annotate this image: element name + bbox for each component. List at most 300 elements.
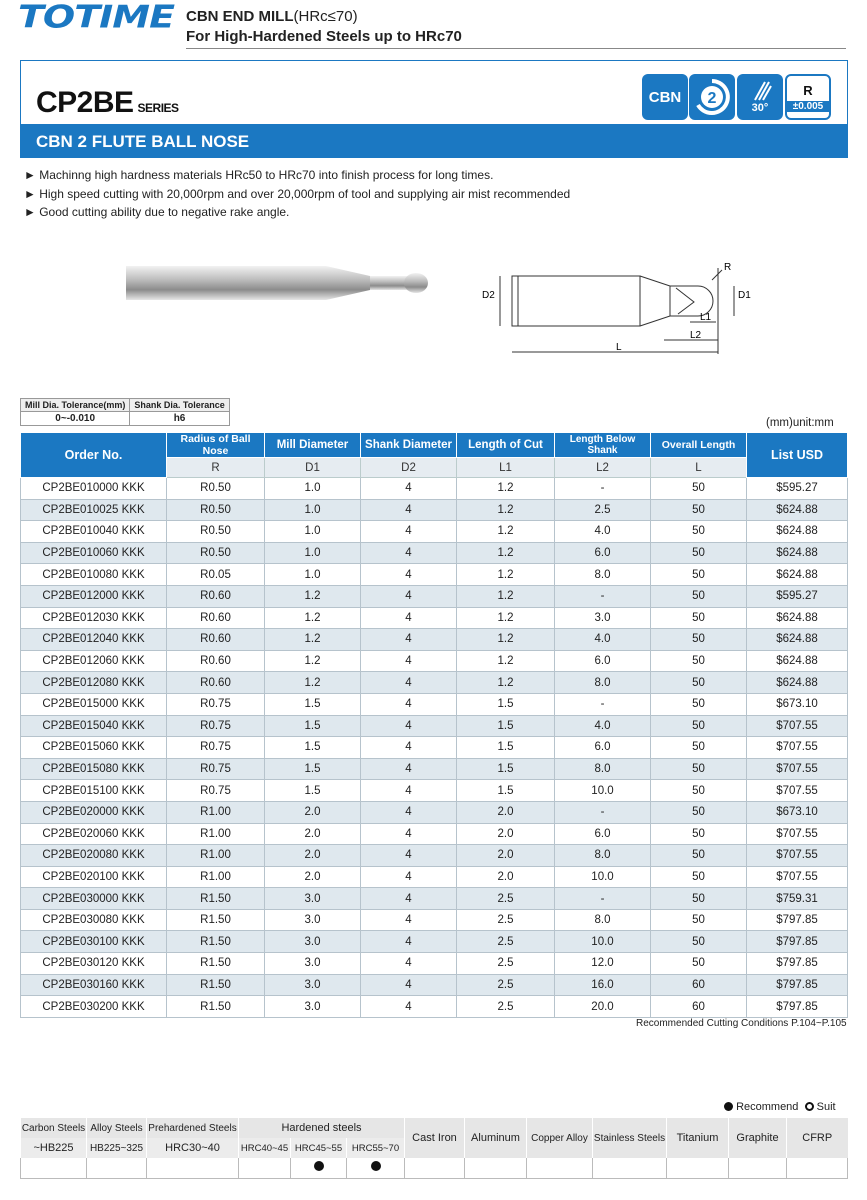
- radius-tolerance-icon: [785, 74, 831, 120]
- cell-radius: R0.50: [167, 478, 265, 500]
- radius-label: R: [803, 82, 813, 98]
- cell-overall-length: 50: [651, 521, 747, 543]
- cell-length-below-shank: 4.0: [555, 521, 651, 543]
- cell-overall-length: 50: [651, 758, 747, 780]
- mat-prehard-range: HRC30~40: [147, 1138, 239, 1158]
- cell-overall-length: 50: [651, 629, 747, 651]
- cell-length-of-cut: 1.2: [457, 564, 555, 586]
- cell-radius: R1.00: [167, 801, 265, 823]
- col-shank-diameter: Shank Diameter: [361, 433, 457, 458]
- radius-tolerance: ±0.005: [787, 101, 829, 112]
- cell-shank-diameter: 4: [361, 650, 457, 672]
- cell-overall-length: 50: [651, 953, 747, 975]
- cell-list-usd: $707.55: [747, 758, 848, 780]
- cell-radius: R1.50: [167, 909, 265, 931]
- cell-list-usd: $797.85: [747, 931, 848, 953]
- cell-length-below-shank: 8.0: [555, 909, 651, 931]
- cell-radius: R1.50: [167, 953, 265, 975]
- mat-copper: Copper Alloy: [527, 1118, 593, 1158]
- cell-list-usd: $595.27: [747, 585, 848, 607]
- cell-radius: R0.50: [167, 521, 265, 543]
- mat-stainless: Stainless Steels: [593, 1118, 667, 1158]
- cell-shank-diameter: 4: [361, 845, 457, 867]
- cell-order-no: CP2BE015040 KKK: [21, 715, 167, 737]
- table-row: [21, 607, 848, 629]
- cell-mill-diameter: 3.0: [265, 888, 361, 910]
- col-order-no: Order No.: [21, 433, 167, 478]
- cell-order-no: CP2BE010000 KKK: [21, 478, 167, 500]
- cell-shank-diameter: 4: [361, 564, 457, 586]
- cell-length-of-cut: 2.5: [457, 974, 555, 996]
- cell-mill-diameter: 2.0: [265, 801, 361, 823]
- cell-mill-diameter: 1.2: [265, 650, 361, 672]
- end-mill-photo: [120, 258, 440, 308]
- label-l2: L2: [690, 330, 702, 341]
- cell-order-no: CP2BE010060 KKK: [21, 542, 167, 564]
- cell-mill-diameter: 3.0: [265, 909, 361, 931]
- cell-order-no: CP2BE030160 KKK: [21, 974, 167, 996]
- cell-order-no: CP2BE020080 KKK: [21, 845, 167, 867]
- tol-header-shank: Shank Dia. Tolerance: [130, 399, 229, 412]
- table-row: [21, 823, 848, 845]
- col-mill-diameter: Mill Diameter: [265, 433, 361, 458]
- cell-shank-diameter: 4: [361, 585, 457, 607]
- cell-mill-diameter: 1.0: [265, 499, 361, 521]
- mat-prehard: Prehardened Steels: [147, 1118, 239, 1138]
- series-subtitle: CBN 2 FLUTE BALL NOSE: [36, 132, 250, 151]
- cell-overall-length: 60: [651, 996, 747, 1018]
- cell-length-of-cut: 1.2: [457, 478, 555, 500]
- cell-overall-length: 50: [651, 585, 747, 607]
- cell-mill-diameter: 3.0: [265, 974, 361, 996]
- label-r: R: [724, 262, 732, 273]
- mat-cast: Cast Iron: [405, 1118, 465, 1158]
- cell-radius: R0.75: [167, 693, 265, 715]
- feature-list: [24, 166, 570, 222]
- table-row: [21, 780, 848, 802]
- legend-suit: Suit: [816, 1101, 836, 1113]
- cell-order-no: CP2BE012040 KKK: [21, 629, 167, 651]
- recommended-note: Recommended Cutting Conditions P.104~P.105: [636, 1018, 847, 1029]
- cell-length-of-cut: 1.2: [457, 521, 555, 543]
- mat-graphite: Graphite: [729, 1118, 787, 1158]
- cell-list-usd: $624.88: [747, 650, 848, 672]
- tol-shank-value: h6: [130, 412, 229, 426]
- cell-length-below-shank: -: [555, 478, 651, 500]
- sub-l1: L1: [457, 458, 555, 478]
- table-row: [21, 693, 848, 715]
- cell-list-usd: $707.55: [747, 823, 848, 845]
- unit-label: (mm)unit:mm: [766, 417, 834, 429]
- cell-shank-diameter: 4: [361, 823, 457, 845]
- cell-mill-diameter: 1.5: [265, 780, 361, 802]
- cell-list-usd: $624.88: [747, 672, 848, 694]
- header-hrc: (HRc≤70): [293, 8, 358, 25]
- cell-list-usd: $797.85: [747, 953, 848, 975]
- cell-length-below-shank: 8.0: [555, 672, 651, 694]
- cell-shank-diameter: 4: [361, 931, 457, 953]
- cell-length-of-cut: 2.5: [457, 931, 555, 953]
- cell-radius: R0.60: [167, 607, 265, 629]
- materials-table: [20, 1118, 848, 1179]
- cell-length-of-cut: 2.0: [457, 845, 555, 867]
- cell-length-below-shank: -: [555, 888, 651, 910]
- cell-mill-diameter: 1.2: [265, 585, 361, 607]
- cell-shank-diameter: 4: [361, 607, 457, 629]
- table-row: [21, 737, 848, 759]
- cell-length-of-cut: 2.0: [457, 801, 555, 823]
- mat-alloy: Alloy Steels: [87, 1118, 147, 1138]
- cbn-icon: [642, 74, 688, 120]
- cell-radius: R1.50: [167, 931, 265, 953]
- table-row: [21, 845, 848, 867]
- series-name: CP2BE: [36, 86, 134, 119]
- cell-shank-diameter: 4: [361, 888, 457, 910]
- cell-radius: R1.00: [167, 866, 265, 888]
- sub-d1: D1: [265, 458, 361, 478]
- cell-mill-diameter: 3.0: [265, 953, 361, 975]
- sub-l2: L2: [555, 458, 651, 478]
- cell-length-of-cut: 1.5: [457, 780, 555, 802]
- cell-shank-diameter: 4: [361, 866, 457, 888]
- cell-overall-length: 50: [651, 672, 747, 694]
- cell-overall-length: 50: [651, 499, 747, 521]
- table-row: [21, 974, 848, 996]
- cell-shank-diameter: 4: [361, 693, 457, 715]
- cell-radius: R0.60: [167, 650, 265, 672]
- cell-mill-diameter: 2.0: [265, 845, 361, 867]
- cell-list-usd: $624.88: [747, 607, 848, 629]
- mat-h1-range: HRC40~45: [239, 1138, 291, 1158]
- cell-list-usd: $797.85: [747, 996, 848, 1018]
- cell-list-usd: $707.55: [747, 866, 848, 888]
- cell-radius: R0.50: [167, 499, 265, 521]
- cell-length-below-shank: 6.0: [555, 542, 651, 564]
- table-row: [21, 542, 848, 564]
- cell-order-no: CP2BE010025 KKK: [21, 499, 167, 521]
- col-list-usd: List USD: [747, 433, 848, 478]
- cell-length-below-shank: 20.0: [555, 996, 651, 1018]
- table-row: [21, 758, 848, 780]
- mat-cfrp: CFRP: [787, 1118, 848, 1158]
- cell-radius: R1.00: [167, 823, 265, 845]
- cell-overall-length: 50: [651, 650, 747, 672]
- suit-circle-icon: [805, 1102, 814, 1111]
- cell-order-no: CP2BE020000 KKK: [21, 801, 167, 823]
- cell-shank-diameter: 4: [361, 758, 457, 780]
- cell-mill-diameter: 2.0: [265, 866, 361, 888]
- table-row: [21, 801, 848, 823]
- feature-item: ► Good cutting ability due to negative rake angle.: [24, 205, 290, 219]
- cell-length-below-shank: 6.0: [555, 823, 651, 845]
- cell-shank-diameter: 4: [361, 629, 457, 651]
- cell-overall-length: 50: [651, 564, 747, 586]
- label-l: L: [616, 342, 622, 353]
- helix-angle-icon: [737, 74, 783, 120]
- cell-radius: R0.60: [167, 585, 265, 607]
- cell-shank-diameter: 4: [361, 737, 457, 759]
- cell-radius: R0.60: [167, 629, 265, 651]
- cell-order-no: CP2BE020100 KKK: [21, 866, 167, 888]
- cell-list-usd: $624.88: [747, 542, 848, 564]
- cell-length-of-cut: 2.5: [457, 888, 555, 910]
- cell-length-below-shank: -: [555, 801, 651, 823]
- dimension-diagram: [480, 258, 760, 358]
- mat-h2-range: HRC45~55: [291, 1138, 347, 1158]
- cell-list-usd: $624.88: [747, 629, 848, 651]
- cell-length-below-shank: -: [555, 585, 651, 607]
- sub-l: L: [651, 458, 747, 478]
- cell-length-below-shank: 6.0: [555, 650, 651, 672]
- cell-mill-diameter: 1.5: [265, 737, 361, 759]
- cell-length-of-cut: 1.2: [457, 672, 555, 694]
- tolerance-table: [20, 398, 230, 426]
- flute-icon-graphic: [692, 77, 732, 117]
- cell-shank-diameter: 4: [361, 996, 457, 1018]
- cell-shank-diameter: 4: [361, 909, 457, 931]
- brand-logo: TOTIME: [18, 0, 175, 35]
- cell-length-below-shank: 4.0: [555, 715, 651, 737]
- cell-order-no: CP2BE030000 KKK: [21, 888, 167, 910]
- cell-list-usd: $707.55: [747, 737, 848, 759]
- cell-length-of-cut: 1.5: [457, 715, 555, 737]
- cell-order-no: CP2BE015080 KKK: [21, 758, 167, 780]
- feature-item: ► High speed cutting with 20,000rpm and over 20,000rpm of tool and supplying air mist recommended: [24, 186, 571, 201]
- cell-shank-diameter: 4: [361, 715, 457, 737]
- cell-list-usd: $707.55: [747, 780, 848, 802]
- series-title: [36, 86, 179, 120]
- cell-radius: R0.75: [167, 737, 265, 759]
- cell-shank-diameter: 4: [361, 672, 457, 694]
- cell-list-usd: $707.55: [747, 715, 848, 737]
- cell-radius: R1.50: [167, 974, 265, 996]
- cell-order-no: CP2BE015000 KKK: [21, 693, 167, 715]
- legend-recommend: Recommend: [736, 1101, 799, 1113]
- cell-list-usd: $707.55: [747, 845, 848, 867]
- cell-mill-diameter: 1.2: [265, 672, 361, 694]
- cell-order-no: CP2BE012060 KKK: [21, 650, 167, 672]
- series-suffix: SERIES: [137, 101, 179, 115]
- cell-length-below-shank: 4.0: [555, 629, 651, 651]
- cell-shank-diameter: 4: [361, 801, 457, 823]
- suitability-row: [21, 1158, 848, 1178]
- cell-radius: R0.50: [167, 542, 265, 564]
- sub-d2: D2: [361, 458, 457, 478]
- cell-mill-diameter: 1.2: [265, 607, 361, 629]
- cell-overall-length: 50: [651, 845, 747, 867]
- recommend-dot-icon: [724, 1102, 733, 1111]
- mat-alu: Aluminum: [465, 1118, 527, 1158]
- cbn-icon-label: CBN: [648, 88, 682, 106]
- product-table: [20, 432, 848, 1018]
- cell-length-of-cut: 2.0: [457, 866, 555, 888]
- cell-mill-diameter: 1.0: [265, 542, 361, 564]
- label-l1: L1: [700, 312, 712, 323]
- cell-mill-diameter: 3.0: [265, 996, 361, 1018]
- cell-order-no: CP2BE010040 KKK: [21, 521, 167, 543]
- cell-mill-diameter: 1.2: [265, 629, 361, 651]
- header-line1: [186, 8, 358, 25]
- cell-length-of-cut: 1.2: [457, 650, 555, 672]
- cell-radius: R0.75: [167, 715, 265, 737]
- table-row: [21, 478, 848, 500]
- cell-length-below-shank: -: [555, 693, 651, 715]
- cell-list-usd: $759.31: [747, 888, 848, 910]
- table-row: [21, 564, 848, 586]
- cell-length-below-shank: 10.0: [555, 931, 651, 953]
- cell-length-of-cut: 2.5: [457, 953, 555, 975]
- col-length-of-cut: Length of Cut: [457, 433, 555, 458]
- label-d1: D1: [738, 290, 751, 301]
- cell-length-below-shank: 10.0: [555, 780, 651, 802]
- cell-length-below-shank: 8.0: [555, 758, 651, 780]
- cell-overall-length: 50: [651, 888, 747, 910]
- table-row: [21, 650, 848, 672]
- cell-length-of-cut: 1.5: [457, 758, 555, 780]
- cell-overall-length: 50: [651, 823, 747, 845]
- cell-shank-diameter: 4: [361, 478, 457, 500]
- cell-length-below-shank: 16.0: [555, 974, 651, 996]
- tol-header-mill: Mill Dia. Tolerance(mm): [21, 399, 130, 412]
- cell-list-usd: $797.85: [747, 974, 848, 996]
- cell-list-usd: $797.85: [747, 909, 848, 931]
- cell-length-below-shank: 12.0: [555, 953, 651, 975]
- recommend-dot-icon: [371, 1161, 381, 1171]
- table-row: [21, 866, 848, 888]
- cell-length-of-cut: 1.5: [457, 737, 555, 759]
- mat-titanium: Titanium: [667, 1118, 729, 1158]
- cell-mill-diameter: 1.0: [265, 478, 361, 500]
- cell-overall-length: 50: [651, 607, 747, 629]
- mat-h3-range: HRC55~70: [347, 1138, 405, 1158]
- cell-list-usd: $595.27: [747, 478, 848, 500]
- tol-mill-value: 0~-0.010: [21, 412, 130, 426]
- table-row: [21, 953, 848, 975]
- cell-order-no: CP2BE012030 KKK: [21, 607, 167, 629]
- cell-length-of-cut: 1.2: [457, 542, 555, 564]
- cell-mill-diameter: 1.5: [265, 715, 361, 737]
- cell-overall-length: 50: [651, 478, 747, 500]
- cell-length-below-shank: 8.0: [555, 845, 651, 867]
- cell-radius: R0.60: [167, 672, 265, 694]
- cell-order-no: CP2BE020060 KKK: [21, 823, 167, 845]
- cell-mill-diameter: 2.0: [265, 823, 361, 845]
- cell-list-usd: $624.88: [747, 564, 848, 586]
- cell-order-no: CP2BE030200 KKK: [21, 996, 167, 1018]
- cell-overall-length: 50: [651, 737, 747, 759]
- cell-order-no: CP2BE012080 KKK: [21, 672, 167, 694]
- cell-list-usd: $673.10: [747, 693, 848, 715]
- cell-overall-length: 50: [651, 866, 747, 888]
- cell-order-no: CP2BE030080 KKK: [21, 909, 167, 931]
- table-row: [21, 499, 848, 521]
- table-row: [21, 931, 848, 953]
- cell-radius: R0.05: [167, 564, 265, 586]
- table-row: [21, 672, 848, 694]
- cell-length-below-shank: 8.0: [555, 564, 651, 586]
- mat-carbon-range: ~HB225: [21, 1138, 87, 1158]
- cell-overall-length: 60: [651, 974, 747, 996]
- cell-radius: R1.50: [167, 888, 265, 910]
- cell-shank-diameter: 4: [361, 953, 457, 975]
- cell-overall-length: 50: [651, 909, 747, 931]
- cell-list-usd: $673.10: [747, 801, 848, 823]
- helix-angle: 30°: [751, 102, 769, 114]
- cell-radius: R0.75: [167, 758, 265, 780]
- cell-order-no: CP2BE015060 KKK: [21, 737, 167, 759]
- recommend-dot-icon: [314, 1161, 324, 1171]
- cell-overall-length: 50: [651, 780, 747, 802]
- cell-length-of-cut: 2.0: [457, 823, 555, 845]
- header-title: CBN END MILL: [186, 8, 294, 25]
- cell-overall-length: 50: [651, 715, 747, 737]
- table-row: [21, 996, 848, 1018]
- cell-mill-diameter: 3.0: [265, 931, 361, 953]
- header-line2: For High-Hardened Steels up to HRc70: [186, 28, 462, 45]
- sub-r: R: [167, 458, 265, 478]
- cell-mill-diameter: 1.0: [265, 521, 361, 543]
- cell-length-of-cut: 1.5: [457, 693, 555, 715]
- cell-length-below-shank: 6.0: [555, 737, 651, 759]
- cell-order-no: CP2BE030100 KKK: [21, 931, 167, 953]
- table-row: [21, 888, 848, 910]
- cell-length-of-cut: 1.2: [457, 607, 555, 629]
- flute-count: 2: [707, 90, 717, 107]
- cell-mill-diameter: 1.5: [265, 758, 361, 780]
- cell-order-no: CP2BE030120 KKK: [21, 953, 167, 975]
- two-flute-icon: [689, 74, 735, 120]
- header-divider: [186, 48, 846, 49]
- cell-length-of-cut: 1.2: [457, 629, 555, 651]
- helix-graphic: [745, 80, 775, 102]
- cell-order-no: CP2BE012000 KKK: [21, 585, 167, 607]
- cell-length-below-shank: 3.0: [555, 607, 651, 629]
- cell-length-below-shank: 2.5: [555, 499, 651, 521]
- legend: [724, 1101, 836, 1113]
- cell-shank-diameter: 4: [361, 974, 457, 996]
- cell-list-usd: $624.88: [747, 499, 848, 521]
- cell-shank-diameter: 4: [361, 499, 457, 521]
- col-overall-length: Overall Length: [651, 433, 747, 458]
- feature-item: ► Machinng high hardness materials HRc50 to HRc70 into finish process for long times.: [24, 168, 494, 182]
- col-radius: Radius of Ball Nose: [167, 433, 265, 458]
- cell-list-usd: $624.88: [747, 521, 848, 543]
- cell-order-no: CP2BE010080 KKK: [21, 564, 167, 586]
- cell-length-of-cut: 2.5: [457, 909, 555, 931]
- product-rows: [21, 478, 848, 1018]
- table-row: [21, 715, 848, 737]
- cell-mill-diameter: 1.0: [265, 564, 361, 586]
- cell-shank-diameter: 4: [361, 780, 457, 802]
- cell-radius: R0.75: [167, 780, 265, 802]
- cell-shank-diameter: 4: [361, 542, 457, 564]
- cell-length-of-cut: 1.2: [457, 499, 555, 521]
- cell-overall-length: 50: [651, 542, 747, 564]
- mat-carbon: Carbon Steels: [21, 1118, 87, 1138]
- cell-overall-length: 50: [651, 801, 747, 823]
- mat-alloy-range: HB225~325: [87, 1138, 147, 1158]
- table-row: [21, 585, 848, 607]
- table-row: [21, 909, 848, 931]
- cell-length-of-cut: 1.2: [457, 585, 555, 607]
- cell-radius: R1.00: [167, 845, 265, 867]
- cell-length-of-cut: 2.5: [457, 996, 555, 1018]
- mat-hardened: Hardened steels: [239, 1118, 405, 1138]
- cell-overall-length: 50: [651, 693, 747, 715]
- table-row: [21, 521, 848, 543]
- cell-shank-diameter: 4: [361, 521, 457, 543]
- cell-mill-diameter: 1.5: [265, 693, 361, 715]
